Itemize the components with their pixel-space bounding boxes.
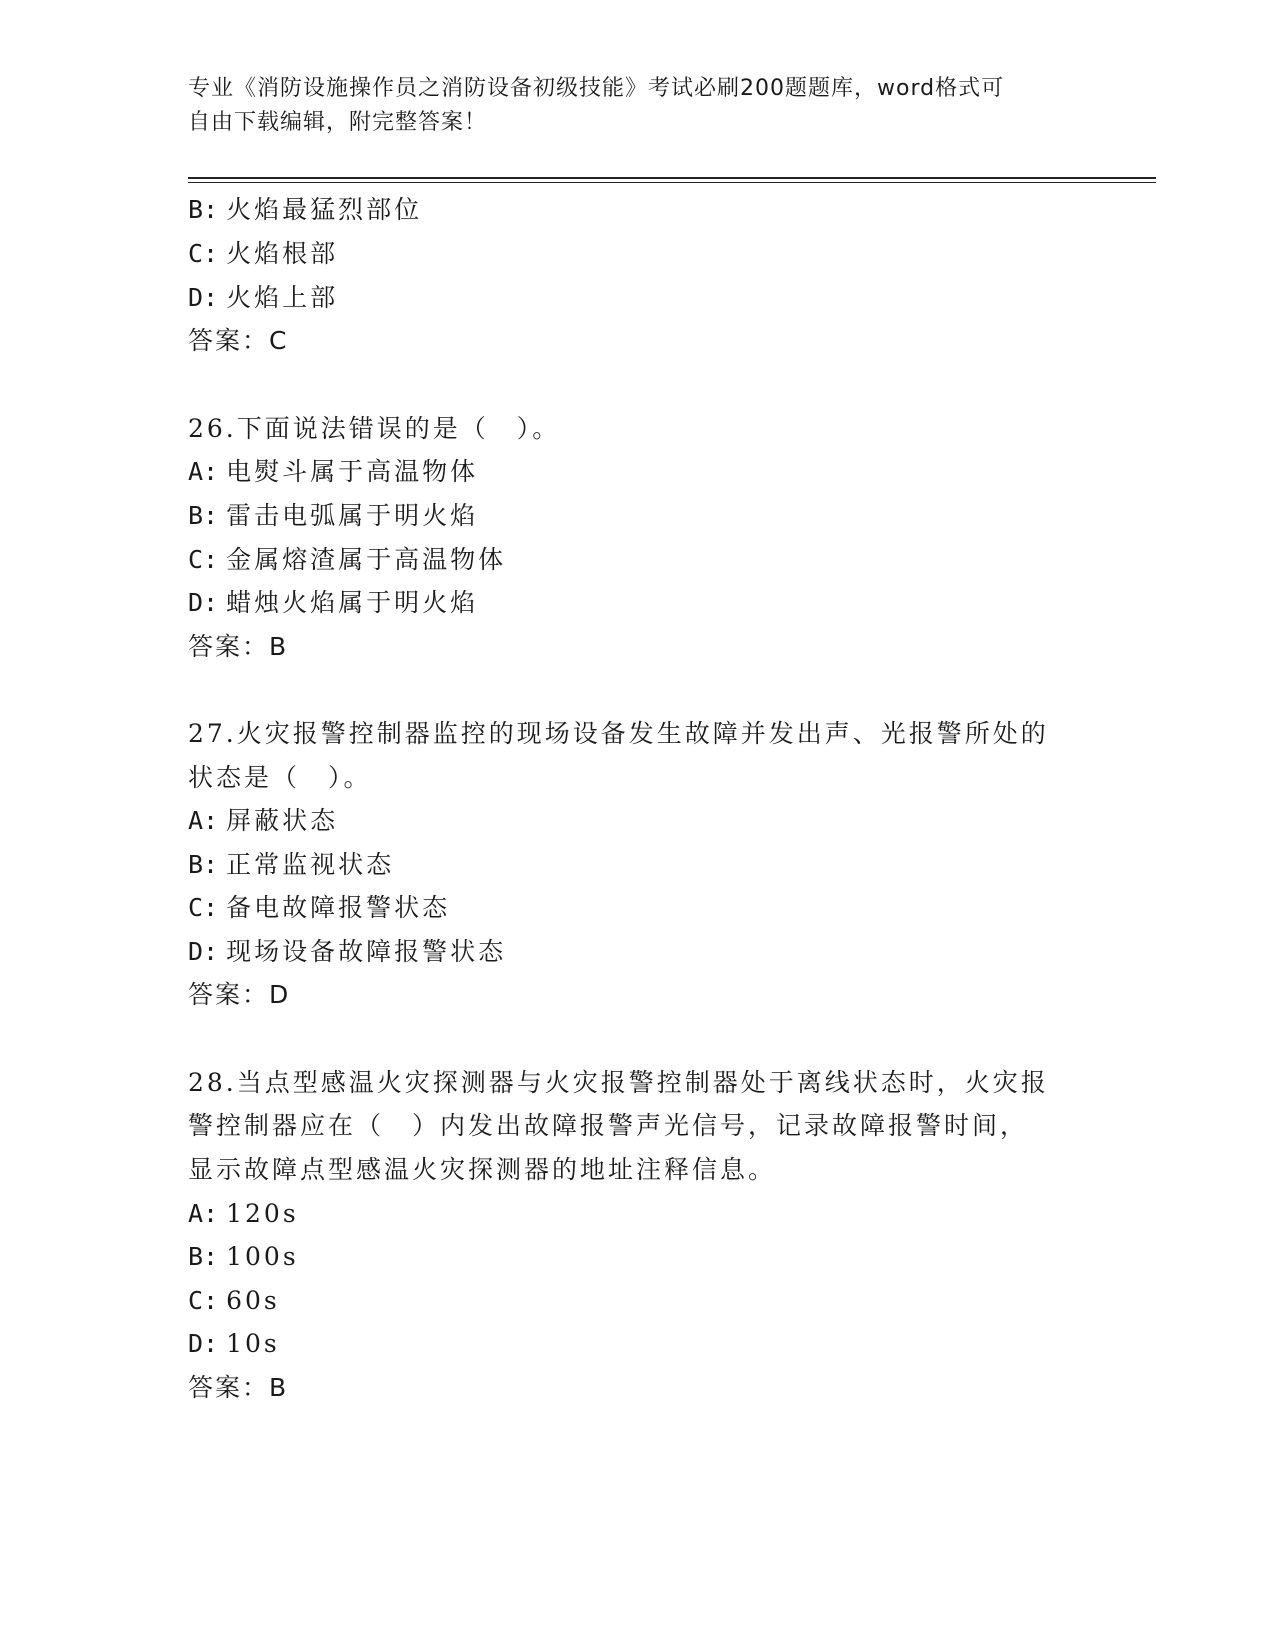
q28-option-c: C: 60s [188,1286,280,1315]
q25-answer: 答案：C [188,326,289,355]
document-header [188,72,1068,140]
q28-stem-line-3: 显示故障点型感温火灾探测器的地址注释信息。 [188,1155,777,1184]
q28-option-d: D: 10s [188,1329,280,1358]
q26-option-b: B: 雷击电弧属于明火焰 [188,501,479,530]
q25-option-b: B: 火焰最猛烈部位 [188,195,423,224]
q28-stem-line-2: 警控制器应在（ ）内发出故障报警声光信号，记录故障报警时间， [188,1111,1029,1140]
header-line-2: 自由下载编辑，附完整答案！ [188,110,488,135]
q25-option-d: D: 火焰上部 [188,283,339,312]
q27-stem-line-1: 27.火灾报警控制器监控的现场设备发生故障并发出声、光报警所处的 [188,719,1049,748]
q26-answer: 答案：B [188,632,289,661]
q26-option-d: D: 蜡烛火焰属于明火焰 [188,588,479,617]
q27-option-b: B: 正常监视状态 [188,850,395,879]
header-rule-thick [188,177,1156,179]
q28-answer: 答案：B [188,1373,289,1402]
q27-option-d: D: 现场设备故障报警状态 [188,937,507,966]
q26-stem: 26.下面说法错误的是（ ）。 [188,414,561,443]
q27-answer: 答案：D [188,980,291,1009]
q27-option-a: A: 屏蔽状态 [188,806,339,835]
header-line-1: 专业《消防设施操作员之消防设备初级技能》考试必刷200题题库，word格式可 [188,76,1005,101]
q28-option-a: A: 120s [188,1199,299,1228]
q27-option-c: C: 备电故障报警状态 [188,893,451,922]
q26-option-a: A: 电熨斗属于高温物体 [188,457,479,486]
q25-option-c: C: 火焰根部 [188,239,339,268]
q28-option-b: B: 100s [188,1242,299,1271]
q28-stem-line-1: 28.当点型感温火灾探测器与火灾报警控制器处于离线状态时，火灾报 [188,1068,1049,1097]
q26-option-c: C: 金属熔渣属于高温物体 [188,545,507,574]
header-rule-thin [188,182,1156,183]
q27-stem-line-2: 状态是（ ）。 [188,763,372,792]
